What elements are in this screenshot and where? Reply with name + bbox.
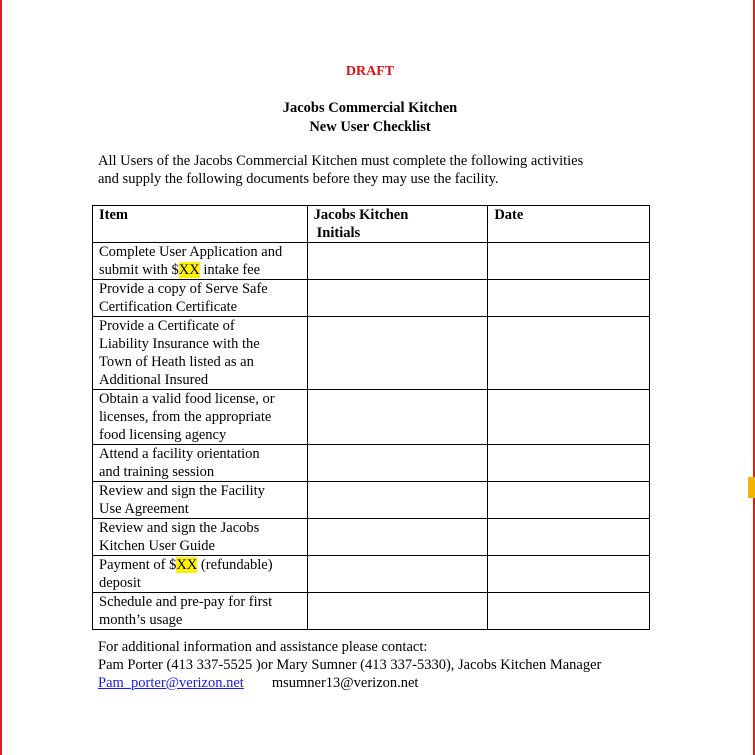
header-date: Date (488, 206, 650, 243)
date-cell[interactable] (488, 519, 650, 556)
title-line-2: New User Checklist (309, 119, 431, 135)
date-cell[interactable] (488, 593, 650, 630)
email-mary: msumner13@verizon.net (271, 675, 419, 691)
table-row (93, 482, 650, 519)
item-text-line: Town of Heath listed as an (99, 354, 254, 370)
item-text-line: Schedule and pre-pay for first (99, 594, 273, 610)
intro-paragraph (98, 152, 658, 188)
page-title (0, 99, 740, 137)
item-text: (refundable) (197, 557, 273, 573)
item-cell (93, 482, 308, 519)
table-row (93, 556, 650, 593)
date-cell[interactable] (488, 243, 650, 280)
item-text-line (99, 556, 303, 574)
item-text-line: Complete User Application and (99, 244, 283, 260)
item-text-line: Review and sign the Facility (99, 483, 265, 499)
initials-cell[interactable] (307, 519, 488, 556)
item-text-line: month’s usage (99, 612, 183, 628)
header-item: Item (93, 206, 308, 243)
checklist-table (92, 205, 650, 630)
item-text-line: Obtain a valid food license, or (99, 391, 275, 407)
item-text-line: licenses, from the appropriate (99, 409, 272, 425)
header-initials-line-2: Initials (316, 225, 361, 241)
item-cell (93, 317, 308, 390)
contact-names: Pam Porter (413 337-5525 )or Mary Sumner (413 337-5330), Jacobs Kitchen Manager (98, 657, 602, 673)
header-initials (307, 206, 488, 243)
item-text-line: Provide a copy of Serve Safe (99, 281, 268, 297)
item-text-line: Review and sign the Jacobs (99, 520, 260, 536)
item-text: Payment of $ (99, 557, 177, 573)
item-text-line: Attend a facility orientation (99, 446, 260, 462)
initials-cell[interactable] (307, 280, 488, 317)
table-row (93, 593, 650, 630)
item-cell (93, 445, 308, 482)
intro-line-2: and supply the following documents before they may use the facility. (98, 171, 499, 187)
item-text-line: Provide a Certificate of (99, 318, 235, 334)
item-text-line: Liability Insurance with the (99, 336, 260, 352)
date-cell[interactable] (488, 556, 650, 593)
item-text-line: and training session (99, 464, 215, 480)
highlight-placeholder: XX (178, 262, 200, 278)
email-link-pam[interactable]: Pam_porter@verizon.net (98, 675, 244, 691)
date-cell[interactable] (488, 482, 650, 519)
item-cell (93, 390, 308, 445)
scroll-marker[interactable] (748, 477, 755, 498)
table-row (93, 280, 650, 317)
item-text-line: Kitchen User Guide (99, 538, 215, 554)
contact-footer (98, 638, 738, 692)
title-line-1: Jacobs Commercial Kitchen (282, 100, 458, 116)
contact-emails (98, 674, 738, 692)
table-header-row (93, 206, 650, 243)
table-row (93, 243, 650, 280)
initials-cell[interactable] (307, 243, 488, 280)
initials-cell[interactable] (307, 445, 488, 482)
table-row (93, 317, 650, 390)
item-text: submit with $ (99, 262, 179, 278)
intro-line-1: All Users of the Jacobs Commercial Kitchen must complete the following activities (98, 153, 584, 169)
item-text-line (99, 261, 303, 279)
date-cell[interactable] (488, 445, 650, 482)
item-text: intake fee (199, 262, 261, 278)
item-cell (93, 593, 308, 630)
highlight-placeholder: XX (176, 557, 198, 573)
item-text-line: food licensing agency (99, 427, 227, 443)
item-cell (93, 280, 308, 317)
table-row (93, 445, 650, 482)
item-text-line: deposit (99, 575, 141, 591)
initials-cell[interactable] (307, 482, 488, 519)
date-cell[interactable] (488, 317, 650, 390)
initials-cell[interactable] (307, 556, 488, 593)
item-cell (93, 519, 308, 556)
contact-intro: For additional information and assistance please contact: (98, 639, 428, 655)
table-row (93, 519, 650, 556)
item-text-line: Use Agreement (99, 501, 189, 517)
item-cell (93, 243, 308, 280)
date-cell[interactable] (488, 280, 650, 317)
item-text-line: Certification Certificate (99, 299, 238, 315)
draft-label: DRAFT (345, 64, 395, 79)
header-initials-line-1: Jacobs Kitchen (313, 207, 409, 223)
initials-cell[interactable] (307, 390, 488, 445)
item-text-line: Additional Insured (99, 372, 209, 388)
date-cell[interactable] (488, 390, 650, 445)
item-cell (93, 556, 308, 593)
initials-cell[interactable] (307, 317, 488, 390)
initials-cell[interactable] (307, 593, 488, 630)
table-row (93, 390, 650, 445)
